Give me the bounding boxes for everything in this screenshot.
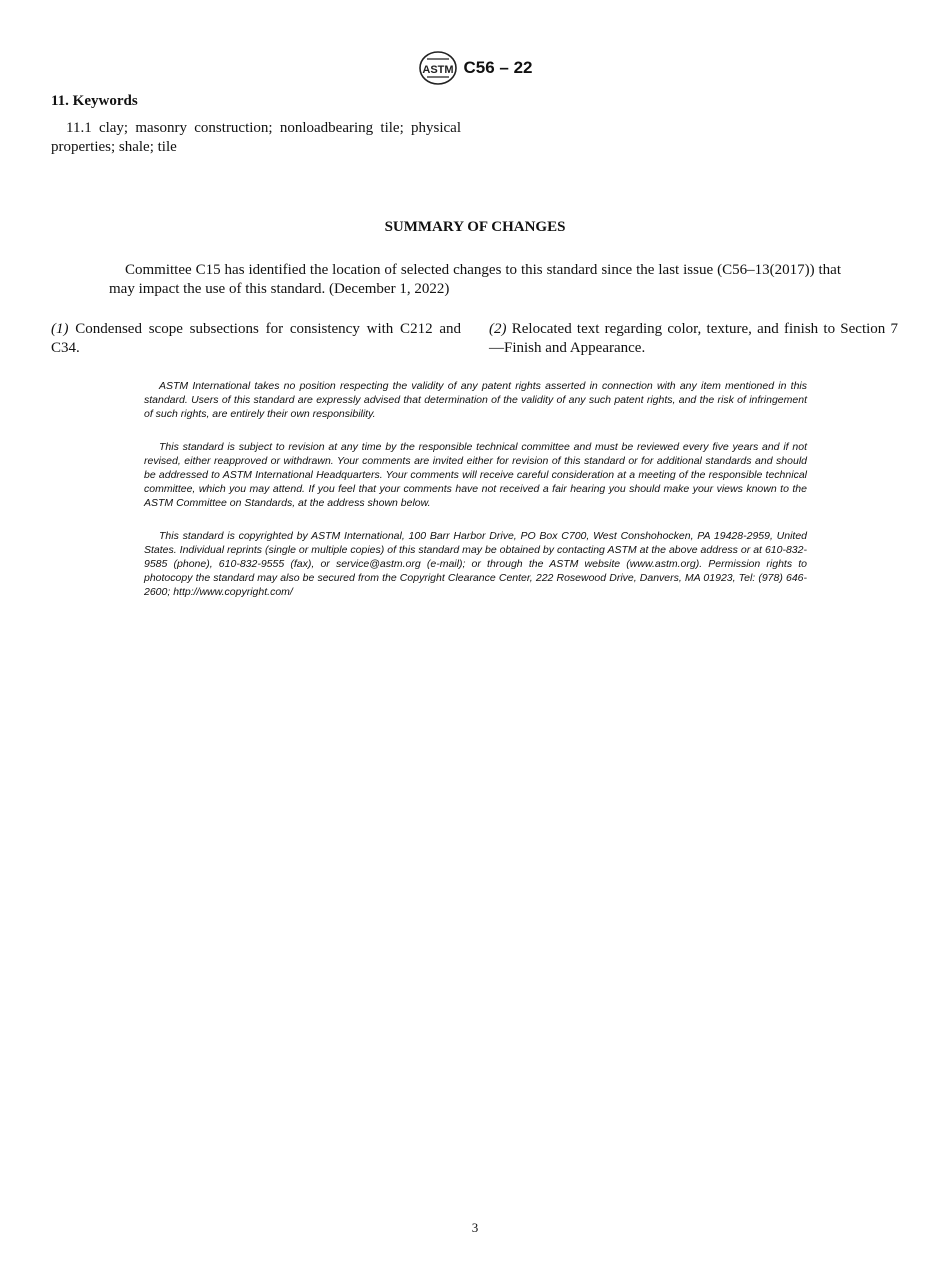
page-number: 3 — [471, 1220, 479, 1235]
page-header — [0, 50, 950, 86]
change-item-number: (2) — [489, 321, 507, 337]
revision-notice: This standard is subject to revision at any time by the responsible technical committee and must be reviewed every five years and if not revised, either reapproved or withdrawn. Your comments are invited either for revision of this standard or for additional standards and should be addressed to ASTM International Headquarters. Your comments will receive careful consideration at a meeting of the responsible technical committee, which you may attend. If you feel that your comments have not received a fair hearing you should make your views known to the ASTM Committee on Standards, at the address shown below. — [144, 441, 807, 509]
document-id: C56 – 22 — [463, 58, 533, 77]
svg-text:ASTM: ASTM — [421, 64, 454, 76]
change-item-number: (1) — [51, 321, 69, 337]
summary-of-changes-title: SUMMARY OF CHANGES — [384, 219, 566, 235]
change-item — [489, 320, 898, 358]
keywords-heading: 11. Keywords — [51, 93, 138, 109]
copyright-notice: This standard is copyrighted by ASTM International, 100 Barr Harbor Drive, PO Box C700, West Conshohocken, PA 19428-2959, United States. Individual reprints (single or multiple copies) of this standard may be obtained by contacting ASTM at the above address or at 610-832-9585 (phone), 610-832-9555 (fax), or service@astm.org (e-mail); or through the ASTM website (www.astm.org). Permission rights to photocopy the standard may also be secured from the Copyright Clearance Center, 222 Rosewood Drive, Danvers, MA 01923, Tel: (978) 646-2600; http://www.copyright.com/ — [144, 530, 807, 598]
change-item-text: Relocated text regarding color, texture, and finish to Section 7—Finish and Appearance. — [489, 321, 899, 356]
astm-logo-icon — [418, 50, 458, 86]
summary-intro-paragraph: Committee C15 has identified the location of selected changes to this standard since the last issue (C56–13(2017)) that may impact the use of this standard. (December 1, 2022) — [109, 262, 841, 297]
change-item-text: Condensed scope subsections for consistency with C212 and C34. — [51, 321, 461, 356]
keywords-paragraph: 11.1 clay; masonry construction; nonloadbearing tile; physical properties; shale; tile — [51, 120, 461, 155]
change-item — [51, 320, 461, 358]
patent-notice: ASTM International takes no position respecting the validity of any patent rights asserted in connection with any item mentioned in this standard. Users of this standard are expressly advised that determination of the validity of any such patent rights, and the risk of infringement of such rights, are entirely their own responsibility. — [144, 380, 807, 420]
